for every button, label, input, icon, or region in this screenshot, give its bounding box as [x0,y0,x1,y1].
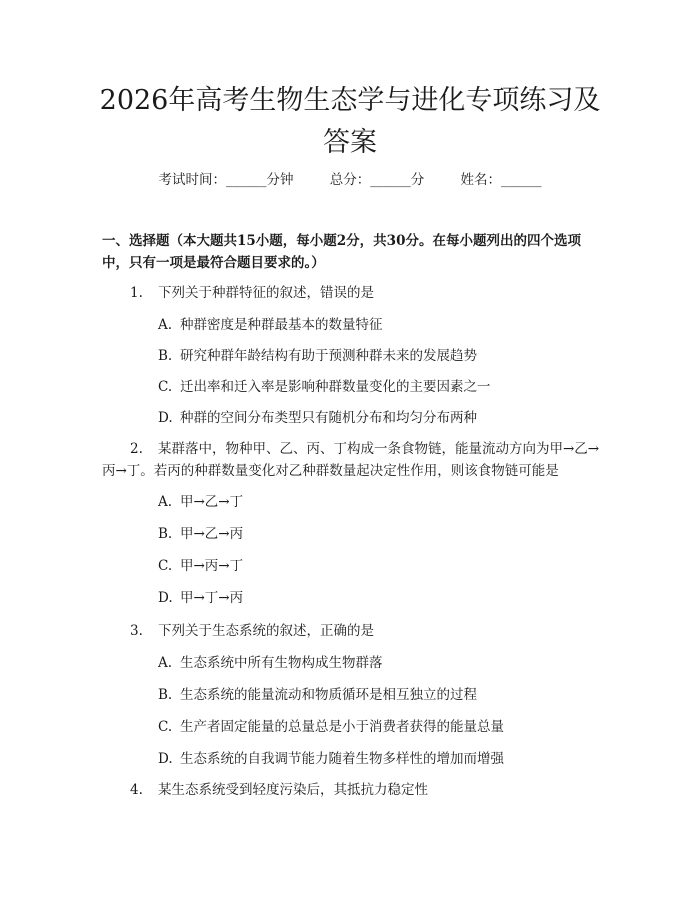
option-letter: A. [158,494,173,510]
option-text: 甲→丙→丁 [180,558,244,574]
option-letter: D. [158,751,173,767]
question-3 [130,620,374,642]
question-3-option-c [158,716,504,738]
option-text: 甲→乙→丙 [180,526,244,542]
question-2-option-d [158,587,243,609]
question-2-option-c [158,555,243,577]
student-name-field: 姓名：______ [460,172,542,188]
question-3-option-b [158,684,477,706]
question-1-option-d [158,407,477,429]
question-1 [130,282,374,304]
option-letter: B. [158,687,173,703]
option-text: 迁出率和迁入率是影响种群数量变化的主要因素之一 [180,379,491,395]
question-text: 下列关于种群特征的叙述，错误的是 [158,285,374,301]
section-heading: 一、选择题（本大题共15小题，每小题2分，共30分。在每小题列出的四个选项中，只有一项是最符合题目要求的。） [102,233,581,271]
option-text: 种群密度是种群最基本的数量特征 [180,317,383,333]
total-score-field: 总分：______分 [329,172,425,188]
question-text: 某群落中，物种甲、乙、丙、丁构成一条食物链，能量流动方向为甲→乙→丙→丁。若丙的种群数量变化对乙种群数量起决定性作用，则该食物链可能是 [102,441,600,479]
exam-meta [0,168,700,188]
question-number: 2. [130,441,143,457]
question-1-option-c [158,376,491,398]
exam-time-field: 考试时间：______分钟 [158,172,294,188]
option-letter: A. [158,317,173,333]
question-number: 4. [130,782,143,798]
option-text: 甲→丁→丙 [180,590,244,606]
question-3-option-a [158,652,383,674]
question-2 [102,438,600,482]
option-letter: C. [158,558,173,574]
option-letter: C. [158,379,173,395]
option-text: 生态系统的自我调节能力随着生物多样性的增加而增强 [180,751,504,767]
question-3-option-d [158,748,504,770]
question-1-option-a [158,314,383,336]
question-text: 某生态系统受到轻度污染后，其抵抗力稳定性 [158,782,428,798]
question-2-option-b [158,523,243,545]
option-text: 生态系统中所有生物构成生物群落 [180,655,383,671]
question-1-option-b [158,345,477,367]
question-text: 下列关于生态系统的叙述，正确的是 [158,623,374,639]
question-number: 1. [130,285,143,301]
option-letter: D. [158,410,173,426]
question-2-option-a [158,491,243,513]
option-text: 生态系统的能量流动和物质循环是相互独立的过程 [180,687,477,703]
option-letter: C. [158,719,173,735]
question-number: 3. [130,623,143,639]
option-letter: B. [158,348,173,364]
option-letter: B. [158,526,173,542]
option-text: 甲→乙→丁 [180,494,244,510]
option-letter: D. [158,590,173,606]
page-title: 2026年高考生物生态学与进化专项练习及答案 [99,85,601,158]
option-text: 生产者固定能量的总量总是小于消费者获得的能量总量 [180,719,504,735]
option-text: 研究种群年龄结构有助于预测种群未来的发展趋势 [180,348,477,364]
option-letter: A. [158,655,173,671]
option-text: 种群的空间分布类型只有随机分布和均匀分布两种 [180,410,477,426]
question-4 [130,779,428,801]
